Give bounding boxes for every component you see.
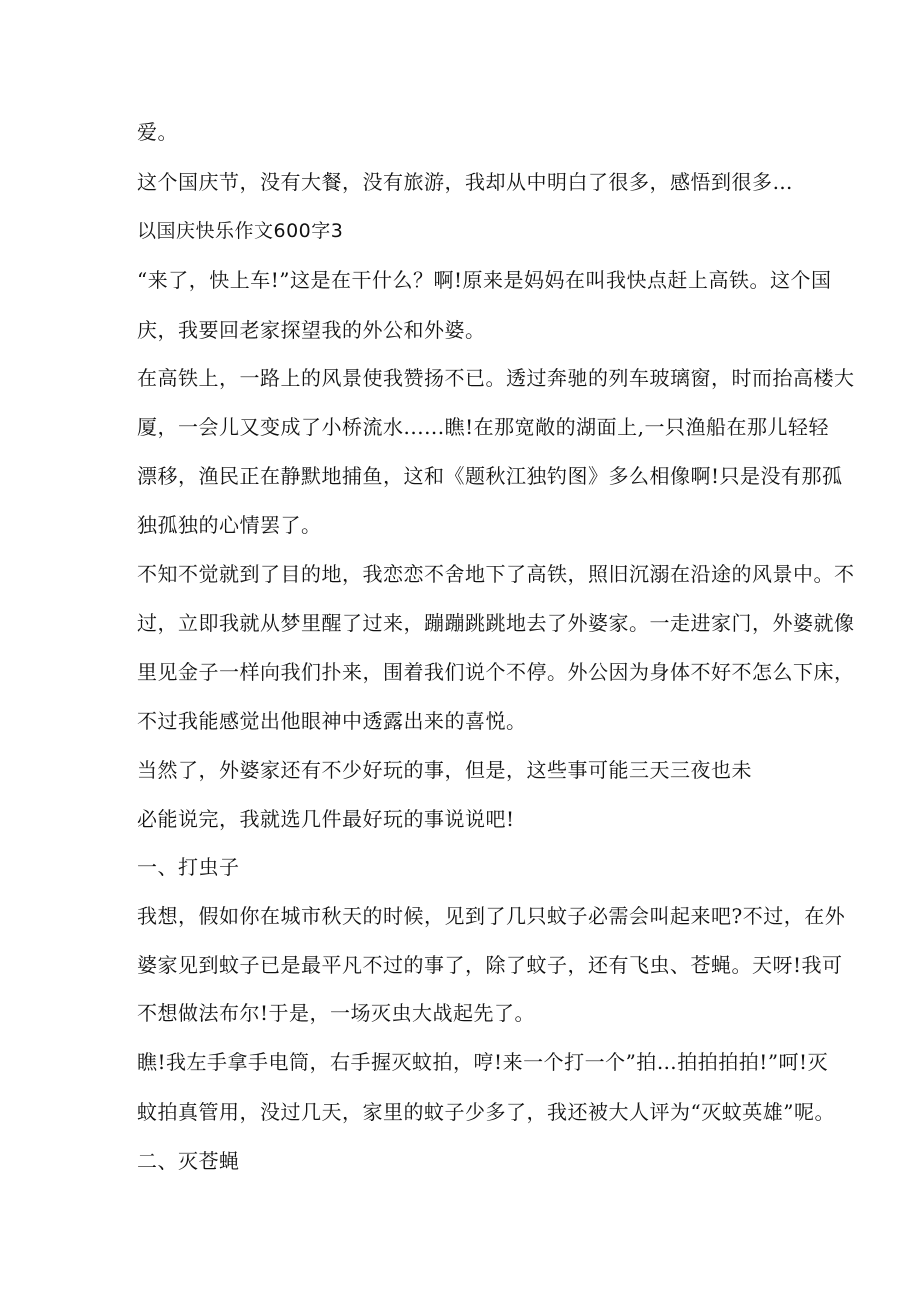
- text-line: 爱。: [137, 120, 178, 144]
- text-line: 独孤独的心情罢了。: [137, 513, 322, 537]
- section-heading: 二、灭苍蝇: [137, 1149, 240, 1173]
- text-line: 漂移，渔民正在静默地捕鱼，这和《题秋江独钓图》多么相像啊!只是没有那孤: [137, 464, 843, 488]
- text-line: 瞧!我左手拿手电筒，右手握灭蚊拍，哼!来一个打一个”拍…拍拍拍拍!”呵!灭: [137, 1050, 829, 1074]
- text-line: 我想，假如你在城市秋天的时候，见到了几只蚊子必需会叫起来吧?不过，在外: [137, 904, 846, 928]
- text-line: 厦，一会儿又变成了小桥流水......瞧!在那宽敞的湖面上,一只渔船在那儿轻轻: [137, 415, 830, 439]
- text-line: 不想做法布尔!于是，一场灭虫大战起先了。: [137, 1001, 536, 1025]
- text-line: 庆，我要回老家探望我的外公和外婆。: [137, 318, 486, 342]
- text-line: 当然了，外婆家还有不少好玩的事，但是，这些事可能三天三夜也未: [137, 758, 752, 782]
- text-line: 在高铁上，一路上的风景使我赞扬不已。透过奔驰的列车玻璃窗，时而抬高楼大: [137, 366, 855, 390]
- text-line: 过，立即我就从梦里醒了过来，蹦蹦跳跳地去了外婆家。一走进家门，外婆就像: [137, 611, 855, 635]
- section-heading: 一、打虫子: [137, 855, 240, 879]
- text-line: 这个国庆节，没有大餐，没有旅游，我却从中明白了很多，感悟到很多…: [137, 170, 793, 194]
- section-title: 以国庆快乐作文600字3: [137, 220, 344, 242]
- text-line: 必能说完，我就选几件最好玩的事说说吧!: [137, 807, 515, 831]
- text-line: 蚊拍真管用，没过几天，家里的蚊子少多了，我还被大人评为“灭蚊英雄”呢。: [137, 1100, 835, 1124]
- text-line: 里见金子一样向我们扑来，围着我们说个不停。外公因为身体不好不怎么下床，: [137, 660, 855, 684]
- text-line: 婆家见到蚊子已是最平凡不过的事了，除了蚊子，还有飞虫、苍蝇。天呀!我可: [137, 953, 843, 977]
- text-line: 不过我能感觉出他眼神中透露出来的喜悦。: [137, 709, 527, 733]
- text-line: 不知不觉就到了目的地，我恋恋不舍地下了高铁，照旧沉溺在沿途的风景中。不: [137, 562, 855, 586]
- text-line: “来了，快上车!”这是在干什么？啊!原来是妈妈在叫我快点赶上高铁。这个国: [137, 268, 832, 292]
